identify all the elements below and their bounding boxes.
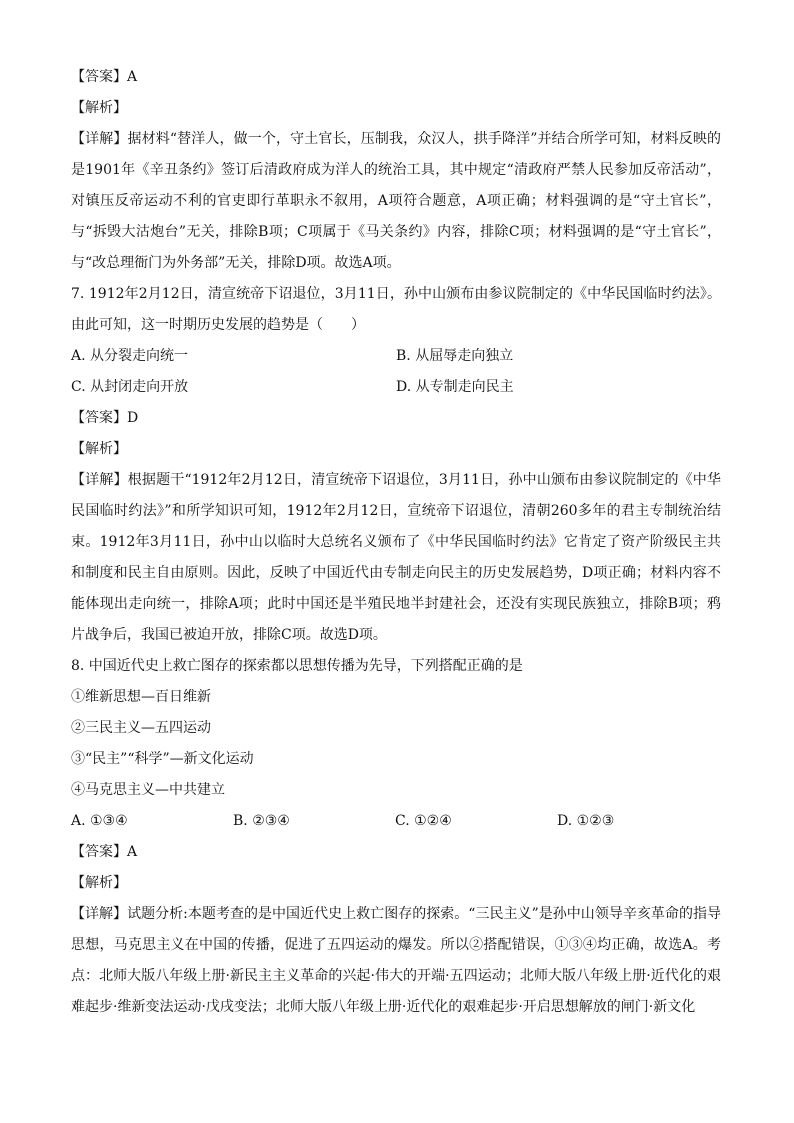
q6-analysis-heading: 【解析】: [71, 100, 127, 116]
q8-option-b: B. ②③④: [233, 813, 290, 829]
q8-detail: 【详解】试题分析:本题考查的是中国近代史上救亡图存的探索。“三民主义”是孙中山领导辛亥革命的指导思想，马克思主义在中国的传播，促进了五四运动的爆发。所以②搭配错误，①③④均正确，故选A。考点：北师大版八年级上册·新民主主义革命的兴起·伟大的开端·五四运动；北师大版八年级上册·近代化的艰难起步·维新变法运动·戊戌变法；北师大版八年级上册·近代化的艰难起步·开启思想解放的闸门·新文化: [71, 906, 721, 1015]
q7-option-d: D. 从专制走向民主: [396, 379, 514, 395]
q8-item-3: ③“民主”“科学”—新文化运动: [71, 751, 254, 767]
q7-options-row-1: [71, 341, 721, 372]
q7-option-b: B. 从屈辱走向独立: [396, 348, 514, 364]
q7-analysis-heading: 【解析】: [71, 441, 127, 457]
q8-analysis-heading: 【解析】: [71, 875, 127, 891]
q8-item-1: ①维新思想—百日维新: [71, 689, 211, 705]
q6-detail: 【详解】据材料“替洋人，做一个，守土官长，压制我，众汉人，拱手降洋”并结合所学可知，材料反映的是1901年《辛丑条约》签订后清政府成为洋人的统治工具，其中规定“清政府严禁人民参加反帝活动”，对镇压反帝运动不利的官吏即行革职永不叙用，A项符合题意，A项正确；材料强调的是“守土官长”，与“拆毁大沽炮台”无关，排除B项；C项属于《马关条约》内容，排除C项；材料强调的是“守土官长”，与“改总理衙门为外务部”无关，排除D项。故选A项。: [71, 131, 721, 271]
q8-option-d: D. ①②③: [557, 813, 615, 829]
q7-options-row-2: [71, 372, 721, 403]
q7-option-c: C. 从封闭走向开放: [71, 379, 189, 395]
q7-stem: 7. 1912年2月12日，清宣统帝下诏退位，3月11日，孙中山颁布由参议院制定的《中华民国临时约法》。由此可知，这一时期历史发展的趋势是（ ）: [71, 286, 721, 333]
q6-answer: 【答案】A: [71, 69, 138, 85]
q8-options-row: [71, 806, 721, 837]
q8-item-2: ②三民主义—五四运动: [71, 720, 211, 736]
q7-answer: 【答案】D: [71, 410, 139, 426]
q8-stem: 8. 中国近代史上救亡图存的探索都以思想传播为先导，下列搭配正确的是: [71, 658, 523, 674]
q8-option-c: C. ①②④: [395, 813, 452, 829]
q7-detail: 【详解】根据题干“1912年2月12日，清宣统帝下诏退位，3月11日，孙中山颁布由参议院制定的《中华民国临时约法》”和所学知识可知，1912年2月12日，宣统帝下诏退位，清朝260多年的君主专制统治结束。1912年3月11日，孙中山以临时大总统名义颁布了《中华民国临时约法》它肯定了资产阶级民主共和制度和民主自由原则。因此，反映了中国近代由专制走向民主的历史发展趋势，D项正确；材料内容不能体现出走向统一，排除A项；此时中国还是半殖民地半封建社会，还没有实现民族独立，排除B项；鸦片战争后，我国已被迫开放，排除C项。故选D项。: [71, 472, 721, 643]
q8-item-4: ④马克思主义—中共建立: [71, 782, 225, 798]
page-content: [71, 62, 721, 1023]
q8-option-a: A. ①③④: [71, 813, 128, 829]
q7-option-a: A. 从分裂走向统一: [71, 348, 189, 364]
q8-answer: 【答案】A: [71, 844, 138, 860]
